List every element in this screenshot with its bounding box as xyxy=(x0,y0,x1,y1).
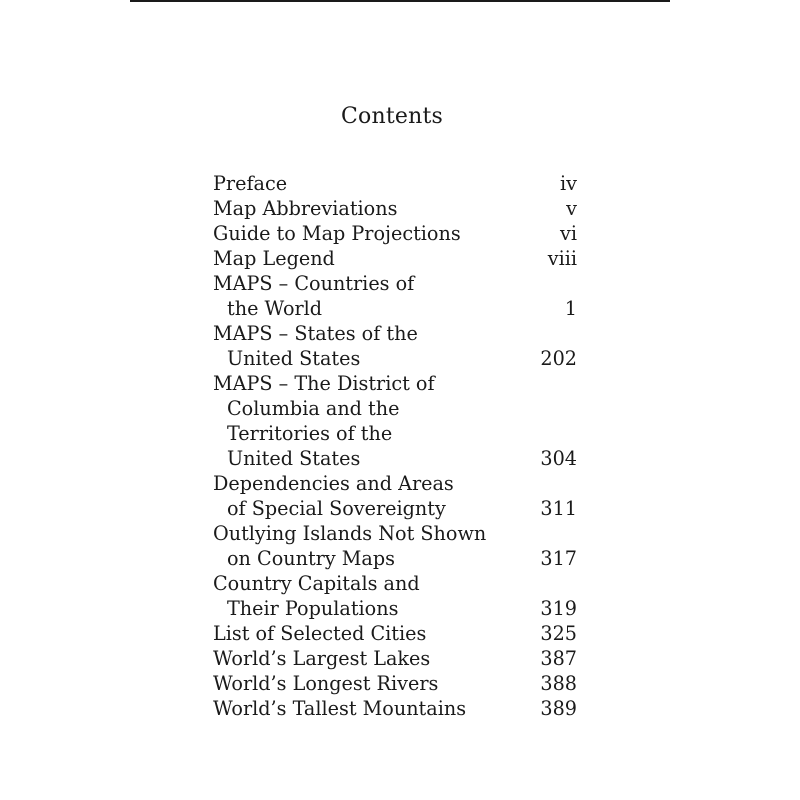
toc-entry-continuation-line xyxy=(213,296,577,321)
toc-entry-title: MAPS – States of the xyxy=(213,322,418,345)
toc-page-number: 325 xyxy=(540,622,577,645)
page-title: Contents xyxy=(340,104,443,129)
toc-entry[interactable] xyxy=(213,571,577,621)
toc-page-number: v xyxy=(566,197,577,220)
toc-entry-title: World’s Longest Rivers xyxy=(213,672,439,695)
toc-entry-title: Territories of the xyxy=(227,422,393,445)
toc-entry-line xyxy=(213,246,577,271)
toc-entry-title: Guide to Map Projections xyxy=(213,222,461,245)
toc-entry-title: List of Selected Cities xyxy=(213,622,427,645)
toc-page-number: 1 xyxy=(564,297,577,320)
toc-entry-continuation-line xyxy=(213,446,577,471)
toc-entry-line xyxy=(213,646,577,671)
toc-entry-title: the World xyxy=(227,297,323,320)
toc-entry[interactable] xyxy=(213,671,577,696)
toc-entry-title: World’s Tallest Mountains xyxy=(213,697,467,720)
toc-entry-title: MAPS – Countries of xyxy=(213,272,415,295)
toc-page-number: 311 xyxy=(540,497,577,520)
toc-entry-title: Country Capitals and xyxy=(213,572,420,595)
toc-entry[interactable] xyxy=(213,271,577,321)
toc-page-number: 388 xyxy=(540,672,577,695)
toc-entry[interactable] xyxy=(213,646,577,671)
toc-page-number: iv xyxy=(560,172,577,195)
toc-entry-title: United States xyxy=(227,347,361,370)
toc-entry-continuation-line xyxy=(213,346,577,371)
toc-entry[interactable] xyxy=(213,196,577,221)
toc-entry-title: of Special Sovereignty xyxy=(227,497,446,520)
toc-entry[interactable] xyxy=(213,371,577,471)
toc-entry-title: Dependencies and Areas xyxy=(213,472,454,495)
toc-entry-line xyxy=(213,571,577,596)
toc-entry-line xyxy=(213,321,577,346)
toc-entry-line xyxy=(213,621,577,646)
toc-page-number: 387 xyxy=(540,647,577,670)
toc-entry[interactable] xyxy=(213,471,577,521)
toc-entry-title: World’s Largest Lakes xyxy=(213,647,431,670)
toc-entry-title: Preface xyxy=(213,172,288,195)
toc-entry-continuation-line xyxy=(213,496,577,521)
toc-entry-title: Their Populations xyxy=(227,597,399,620)
toc-entry-continuation-line xyxy=(213,596,577,621)
toc-entry[interactable] xyxy=(213,171,577,196)
toc-page-number: 202 xyxy=(540,347,577,370)
toc-entry-line xyxy=(213,271,577,296)
toc-entry-line xyxy=(213,171,577,196)
toc-entry-title: MAPS – The District of xyxy=(213,372,435,395)
toc-entry-title: Map Abbreviations xyxy=(213,197,398,220)
toc-entry-line xyxy=(213,196,577,221)
toc-entry[interactable] xyxy=(213,246,577,271)
toc-entry-line xyxy=(213,221,577,246)
toc-entry-title: Map Legend xyxy=(213,247,335,270)
toc-entry-line xyxy=(213,696,577,721)
toc-entry-continuation-line xyxy=(213,421,577,446)
toc-entry-title: United States xyxy=(227,447,361,470)
toc-page-number: 304 xyxy=(540,447,577,470)
table-of-contents xyxy=(213,171,577,721)
toc-page-number: vi xyxy=(560,222,577,245)
toc-entry[interactable] xyxy=(213,321,577,371)
toc-page-number: 389 xyxy=(540,697,577,720)
toc-entry-title: Columbia and the xyxy=(227,397,400,420)
toc-page-number: viii xyxy=(547,247,577,270)
toc-entry-continuation-line xyxy=(213,396,577,421)
toc-page-number: 317 xyxy=(540,547,577,570)
toc-entry-line xyxy=(213,521,577,546)
toc-entry-line xyxy=(213,671,577,696)
toc-page-number: 319 xyxy=(540,597,577,620)
toc-entry[interactable] xyxy=(213,521,577,571)
toc-entry[interactable] xyxy=(213,221,577,246)
toc-entry-title: Outlying Islands Not Shown xyxy=(213,522,487,545)
toc-entry-title: on Country Maps xyxy=(227,547,395,570)
toc-entry-line xyxy=(213,471,577,496)
toc-entry-continuation-line xyxy=(213,546,577,571)
top-rule xyxy=(130,0,670,2)
toc-entry-line xyxy=(213,371,577,396)
toc-entry[interactable] xyxy=(213,621,577,646)
toc-entry[interactable] xyxy=(213,696,577,721)
